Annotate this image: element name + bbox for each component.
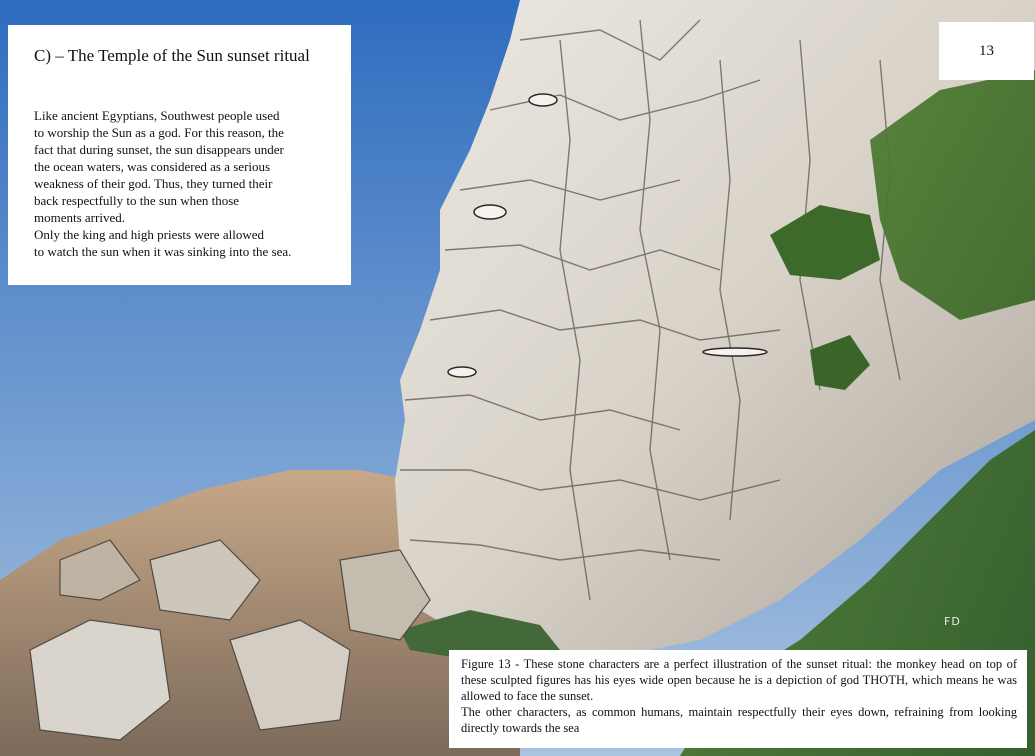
figure-caption — [449, 650, 1027, 748]
intro-line: Like ancient Egyptians, Southwest people used — [34, 108, 280, 123]
intro-line: to watch the sun when it was sinking into the sea. — [34, 244, 292, 259]
intro-panel — [8, 25, 351, 285]
intro-line: fact that during sunset, the sun disappears under — [34, 142, 284, 157]
intro-line: Only the king and high priests were allowed — [34, 227, 264, 242]
intro-line: weakness of their god. Thus, they turned their — [34, 176, 273, 191]
intro-line: moments arrived. — [34, 210, 125, 225]
intro-line: the ocean waters, was considered as a serious — [34, 159, 271, 174]
caption-paragraph: Figure 13 - These stone characters are a perfect illustration of the sunset ritual: the monkey head on top of these sculpted figures has his eyes wide open because he is a depiction of god THOTH, which means he was allowed to face the sunset. — [461, 657, 1017, 703]
caption-paragraph: The other characters, as common humans, maintain respectfully their eyes down, refraining from looking directly towards the sea — [461, 705, 1017, 735]
intro-line: to worship the Sun as a god. For this reason, the — [34, 125, 284, 140]
page-number: 13 — [939, 22, 1034, 80]
artist-signature: FD — [944, 615, 961, 628]
intro-line: back respectfully to the sun when those — [34, 193, 240, 208]
section-title: C) – The Temple of the Sun sunset ritual — [34, 46, 310, 65]
intro-text — [34, 107, 337, 260]
